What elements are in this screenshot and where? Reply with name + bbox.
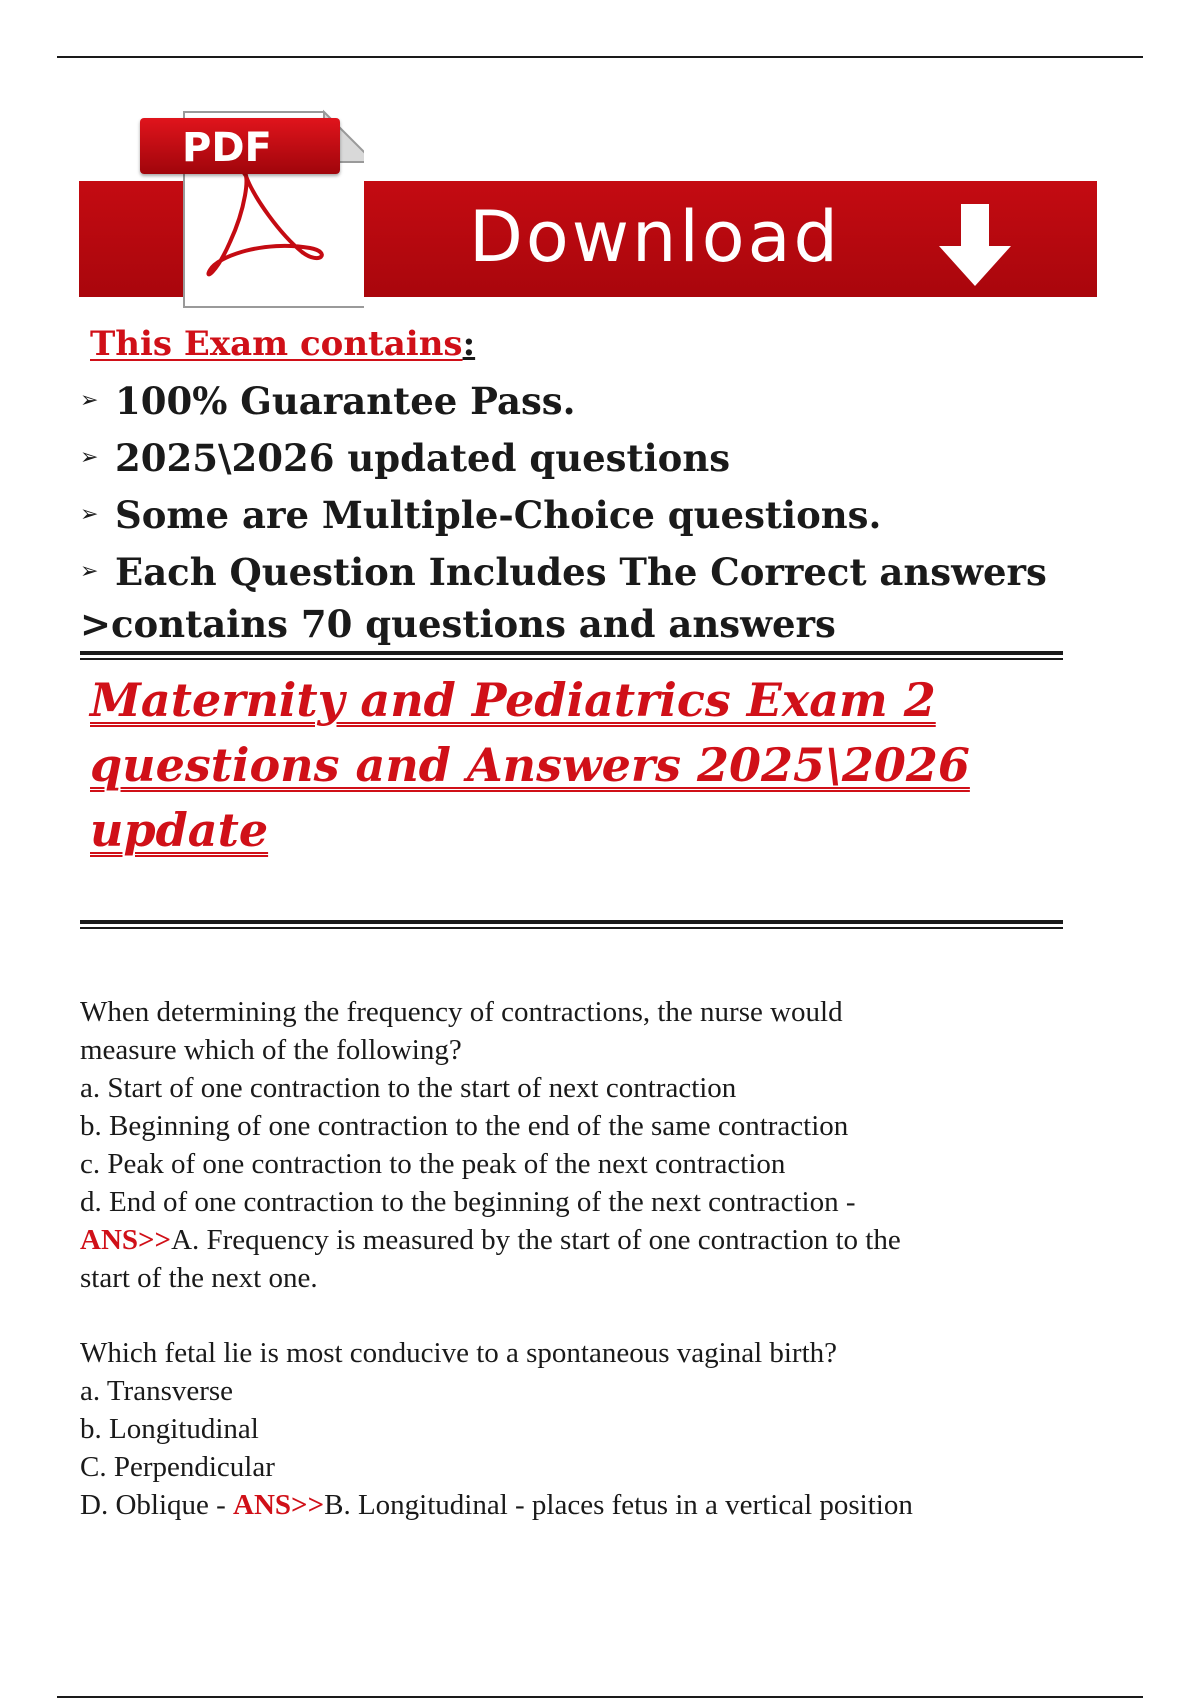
answer-line: ANS>>A. Frequency is measured by the start of one contraction to the <box>80 1224 901 1256</box>
download-arrow-icon <box>935 204 1015 288</box>
section-divider <box>80 920 1063 929</box>
question-block <box>80 1334 913 1524</box>
answer-option: a. Start of one contraction to the start of next contraction <box>80 1072 737 1104</box>
feature-list <box>80 372 1047 600</box>
bottom-rule <box>57 1696 1143 1698</box>
pdf-label: PDF <box>182 125 272 171</box>
answer-option: b. Beginning of one contraction to the end of the same contraction <box>80 1110 849 1142</box>
answer-line: start of the next one. <box>80 1262 318 1294</box>
question-stem: When determining the frequency of contractions, the nurse would <box>80 996 843 1028</box>
list-item: ➢ 100% Guarantee Pass. <box>80 378 576 423</box>
pdf-file-icon <box>134 102 364 312</box>
question-count-line: >contains 70 questions and answers <box>80 602 836 646</box>
answer-option: a. Transverse <box>80 1375 234 1407</box>
list-item: ➢ 2025\2026 updated questions <box>80 435 731 480</box>
answer-option: c. Peak of one contraction to the peak of the next contraction <box>80 1148 786 1180</box>
document-title: Maternity and Pediatrics Exam 2 questions and Answers 2025\2026 update <box>90 673 970 857</box>
answer-option: b. Longitudinal <box>80 1413 259 1445</box>
answer-option: C. Perpendicular <box>80 1451 275 1483</box>
section-divider <box>80 651 1063 660</box>
bullet-arrow-icon: ➢ <box>80 445 99 470</box>
contains-heading: This Exam contains: <box>90 324 476 364</box>
pdf-download-banner <box>79 92 1097 322</box>
ans-marker: ANS>> <box>233 1489 325 1521</box>
list-item: ➢ Each Question Includes The Correct answers <box>80 549 1047 594</box>
question-stem: Which fetal lie is most conducive to a spontaneous vaginal birth? <box>80 1337 838 1369</box>
top-rule <box>57 56 1143 58</box>
list-item: ➢ Some are Multiple-Choice questions. <box>80 492 882 537</box>
bullet-arrow-icon: ➢ <box>80 388 99 413</box>
bullet-arrow-icon: ➢ <box>80 559 99 584</box>
question-block <box>80 993 901 1297</box>
question-stem: measure which of the following? <box>80 1034 462 1066</box>
download-label: Download <box>469 196 841 278</box>
bullet-arrow-icon: ➢ <box>80 502 99 527</box>
answer-line: D. Oblique - ANS>>B. Longitudinal - places fetus in a vertical position <box>80 1489 913 1521</box>
answer-option: d. End of one contraction to the beginning of the next contraction - <box>80 1186 856 1218</box>
ans-marker: ANS>> <box>80 1224 172 1256</box>
